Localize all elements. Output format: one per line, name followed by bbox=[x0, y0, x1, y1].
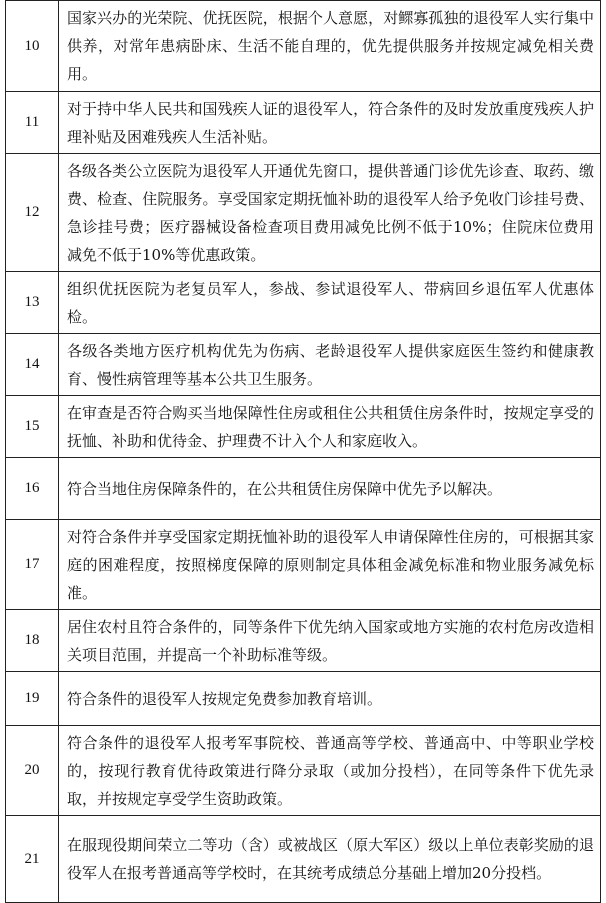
row-number: 19 bbox=[6, 672, 59, 726]
table-row bbox=[6, 92, 601, 154]
row-text: 国家兴办的光荣院、优抚医院，根据个人意愿，对鳏寡孤独的退役军人实行集中供养，对常年患病卧床、生活不能自理的，优先提供服务并按规定减免相关费用。 bbox=[67, 9, 594, 83]
row-text: 在服现役期间荣立二等功（含）或被战区（原大军区）级以上单位表彰奖励的退役军人在报考普通高等学校时，在其统考成绩总分基础上增加20分投档。 bbox=[67, 836, 594, 882]
row-number: 12 bbox=[6, 154, 59, 272]
row-number: 11 bbox=[6, 92, 59, 154]
row-text: 各级各类地方医疗机构优先为伤病、老龄退役军人提供家庭医生签约和健康教育、慢性病管理等基本公共卫生服务。 bbox=[67, 341, 594, 388]
row-text: 符合条件的退役军人报考军事院校、普通高等学校、普通高中、中等职业学校的，按现行教育优待政策进行降分录取（或加分投档），在同等条件下优先录取，并按规定享受学生资助政策。 bbox=[67, 733, 594, 808]
table-row bbox=[6, 672, 601, 726]
table-row bbox=[6, 272, 601, 334]
table-row bbox=[6, 816, 601, 903]
row-number: 18 bbox=[6, 610, 59, 672]
row-text: 在审查是否符合购买当地保障性住房或租住公共租赁住房条件时，按规定享受的抚恤、补助和优待金、护理费不计入个人和家庭收入。 bbox=[67, 403, 594, 450]
row-text: 各级各类公立医院为退役军人开通优先窗口，提供普通门诊优先诊查、取药、缴费、检查、住院服务。享受国家定期抚恤补助的退役军人给予免收门诊挂号费、急诊挂号费；医疗器械设备检查项目费用减免比例不低于10%；住院床位费用减免不低于10%等优惠政策。 bbox=[67, 161, 594, 264]
row-text: 符合条件的退役军人按规定免费参加教育培训。 bbox=[67, 689, 383, 708]
row-text: 居住农村且符合条件的，同等条件下优先纳入国家或地方实施的农村危房改造相关项目范围，并提高一个补助标准等级。 bbox=[67, 617, 594, 664]
table-row bbox=[6, 396, 601, 458]
table-row bbox=[6, 154, 601, 272]
policy-table bbox=[5, 0, 601, 903]
row-number: 10 bbox=[6, 1, 59, 92]
row-number: 20 bbox=[6, 726, 59, 816]
table-row bbox=[6, 1, 601, 92]
row-number: 21 bbox=[6, 816, 59, 903]
row-text: 对于持中华人民共和国残疾人证的退役军人，符合条件的及时发放重度残疾人护理补贴及困难残疾人生活补贴。 bbox=[67, 99, 594, 146]
row-number: 14 bbox=[6, 334, 59, 396]
row-text: 对符合条件并享受国家定期抚恤补助的退役军人申请保障性住房的，可根据其家庭的困难程度，按照梯度保障的原则制定具体租金减免标准和物业服务减免标准。 bbox=[67, 527, 594, 602]
row-number: 13 bbox=[6, 272, 59, 334]
table-row bbox=[6, 458, 601, 520]
row-text: 符合当地住房保障条件的，在公共租赁住房保障中优先予以解决。 bbox=[67, 479, 503, 498]
table-row bbox=[6, 610, 601, 672]
table-row bbox=[6, 334, 601, 396]
table-row bbox=[6, 726, 601, 816]
row-number: 16 bbox=[6, 458, 59, 520]
table-row bbox=[6, 520, 601, 610]
row-number: 15 bbox=[6, 396, 59, 458]
row-number: 17 bbox=[6, 520, 59, 610]
row-text: 组织优抚医院为老复员军人，参战、参试退役军人、带病回乡退伍军人优惠体检。 bbox=[67, 279, 594, 326]
